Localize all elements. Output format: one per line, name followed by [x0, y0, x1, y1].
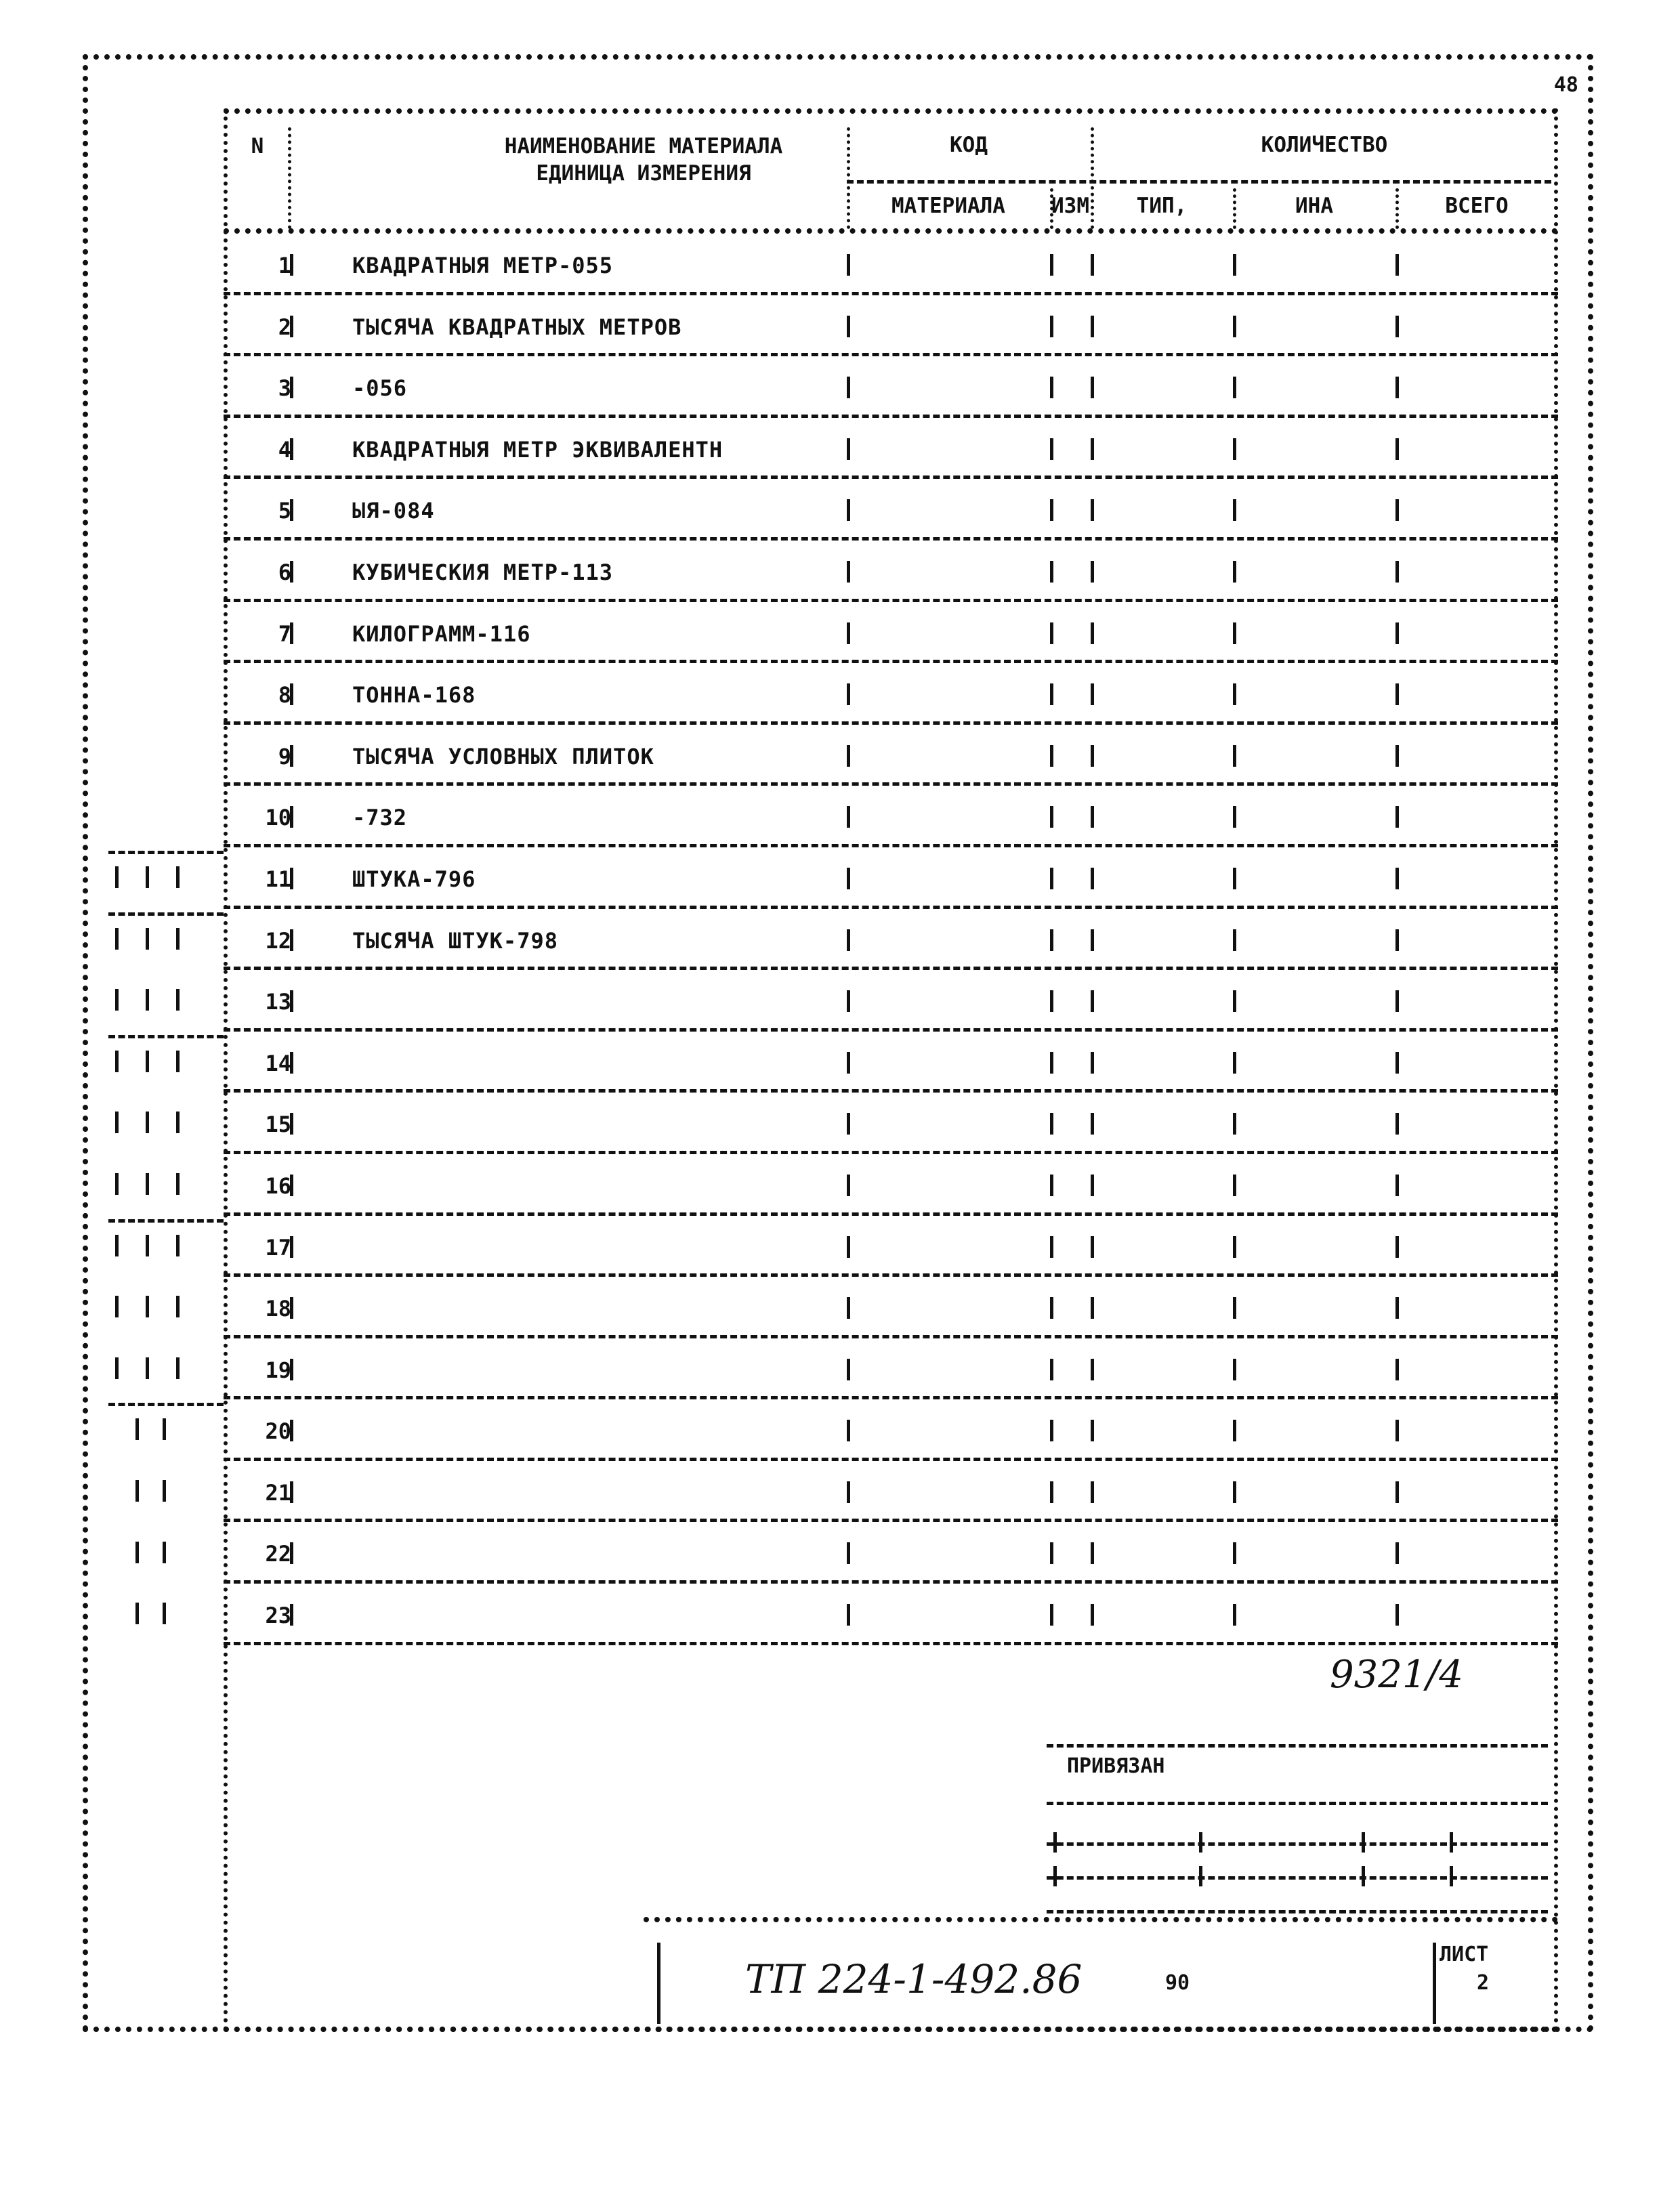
column-separator — [1091, 1481, 1094, 1503]
document-code: ТП 224-1-492.86 — [745, 1956, 1083, 2002]
left-mark-group — [108, 1338, 224, 1399]
column-separator — [290, 1542, 293, 1564]
column-separator — [1050, 1297, 1053, 1319]
column-separator — [1395, 1542, 1399, 1564]
column-separator — [1233, 1297, 1236, 1319]
table-row — [224, 909, 1558, 971]
column-separator — [1233, 683, 1236, 705]
column-separator — [290, 990, 293, 1012]
column-separator — [1395, 1297, 1399, 1319]
column-separator — [1091, 1052, 1094, 1074]
left-mark-group — [108, 1277, 224, 1338]
row-number: 19 — [265, 1357, 291, 1383]
row-name: КИЛОГРАММ-116 — [352, 620, 531, 647]
column-separator — [847, 1052, 850, 1074]
column-separator — [1395, 929, 1399, 951]
column-separator — [1091, 990, 1094, 1012]
column-separator — [290, 254, 293, 276]
left-mark-group — [108, 1216, 224, 1277]
header-name-line2: ЕДИНИЦА ИЗМЕРЕНИЯ — [536, 161, 751, 186]
column-separator — [1395, 806, 1399, 828]
column-separator — [1395, 1113, 1399, 1135]
privyazan-tick — [1362, 1866, 1365, 1886]
column-separator — [1395, 1052, 1399, 1074]
left-mark-dash — [108, 851, 224, 854]
left-mark-dash — [108, 1219, 224, 1223]
left-mark — [135, 1542, 139, 1563]
left-mark — [163, 1480, 166, 1502]
left-mark — [146, 1112, 149, 1133]
column-separator — [1091, 377, 1094, 398]
left-mark-group — [108, 909, 224, 970]
left-mark-group — [108, 970, 224, 1031]
row-name: -732 — [352, 805, 408, 831]
left-mark — [115, 1296, 119, 1317]
privyazan-line — [1047, 1876, 1548, 1880]
left-mark — [146, 1173, 149, 1195]
left-mark-group — [108, 847, 224, 908]
column-separator — [1091, 868, 1094, 889]
column-separator — [1050, 806, 1053, 828]
column-separator — [847, 438, 850, 460]
column-separator — [1395, 438, 1399, 460]
column-separator — [1091, 1359, 1094, 1380]
column-separator — [847, 929, 850, 951]
header-material: МАТЕРИАЛА — [891, 194, 1005, 218]
column-separator — [1233, 990, 1236, 1012]
table-row — [224, 1216, 1558, 1277]
column-separator — [847, 1297, 850, 1319]
column-separator — [847, 1236, 850, 1258]
column-separator — [1233, 561, 1236, 583]
privyazan-tick — [1362, 1832, 1365, 1853]
left-mark — [115, 1173, 119, 1195]
column-separator — [1233, 254, 1236, 276]
column-separator — [290, 1052, 293, 1074]
column-separator — [1091, 1297, 1094, 1319]
page-number: 48 — [1553, 73, 1578, 97]
column-separator — [1091, 1236, 1094, 1258]
privyazan-line — [1047, 1842, 1548, 1846]
left-mark — [146, 1235, 149, 1256]
column-separator — [290, 1113, 293, 1135]
column-separator — [1050, 622, 1053, 644]
column-separator — [1050, 1175, 1053, 1196]
column-separator — [1050, 1420, 1053, 1441]
left-mark — [176, 928, 180, 950]
table-row — [224, 541, 1558, 602]
privyazan-line — [1047, 1744, 1548, 1748]
column-separator — [847, 990, 850, 1012]
row-number: 9 — [278, 743, 291, 769]
column-separator — [1395, 1604, 1399, 1626]
column-separator — [1050, 745, 1053, 767]
left-mark — [176, 866, 180, 888]
column-separator — [1395, 561, 1399, 583]
table-row — [224, 1338, 1558, 1400]
privyazan-label: ПРИВЯЗАН — [1067, 1754, 1165, 1778]
header-divider — [1395, 188, 1399, 229]
header-izm: ИЗМ — [1051, 194, 1089, 218]
column-separator — [847, 561, 850, 583]
table-body — [224, 234, 1558, 1645]
column-separator — [1233, 1236, 1236, 1258]
left-mark-dash — [108, 1403, 224, 1406]
table-row — [224, 1277, 1558, 1338]
row-number: 16 — [265, 1172, 291, 1199]
row-number: 21 — [265, 1479, 291, 1506]
column-separator — [1050, 990, 1053, 1012]
column-separator — [290, 1420, 293, 1441]
column-separator — [290, 806, 293, 828]
left-mark — [146, 989, 149, 1011]
row-number: 7 — [278, 620, 291, 647]
row-number: 10 — [265, 805, 291, 831]
table-row — [224, 1399, 1558, 1461]
table-header — [224, 108, 1558, 234]
table-row — [224, 1032, 1558, 1093]
column-separator — [1395, 316, 1399, 337]
left-mark — [176, 1357, 180, 1379]
column-separator — [290, 1297, 293, 1319]
row-number: 6 — [278, 559, 291, 585]
column-separator — [1395, 1175, 1399, 1196]
column-separator — [847, 806, 850, 828]
column-separator — [290, 1481, 293, 1503]
left-mark-group — [108, 1032, 224, 1093]
column-separator — [1050, 438, 1053, 460]
row-name: КВАДРАТНЫЯ МЕТР ЭКВИВАЛЕНТН — [352, 436, 723, 463]
row-number: 14 — [265, 1050, 291, 1076]
left-mark — [115, 1235, 119, 1256]
column-separator — [1091, 1542, 1094, 1564]
table-row — [224, 479, 1558, 541]
header-divider — [847, 127, 850, 229]
left-mark — [176, 1173, 180, 1195]
privyazan-block — [1047, 1734, 1558, 1917]
table-row — [224, 786, 1558, 847]
sheet-label: ЛИСТ — [1440, 1943, 1489, 1966]
column-separator — [847, 1113, 850, 1135]
column-separator — [290, 745, 293, 767]
column-separator — [1395, 499, 1399, 521]
header-no: N — [251, 134, 264, 158]
bottom-border — [224, 2027, 1558, 2032]
table-row — [224, 602, 1558, 664]
left-mark-group — [108, 1154, 224, 1215]
left-mark — [176, 1235, 180, 1256]
column-separator — [1091, 1420, 1094, 1441]
column-separator — [1091, 438, 1094, 460]
title-divider — [657, 1943, 660, 2024]
left-mark — [115, 1112, 119, 1133]
row-name: -056 — [352, 375, 408, 402]
column-separator — [1233, 316, 1236, 337]
column-separator — [847, 1175, 850, 1196]
column-separator — [1233, 1481, 1236, 1503]
column-separator — [1395, 377, 1399, 398]
table-row — [224, 234, 1558, 295]
left-mark — [176, 1112, 180, 1133]
left-mark — [163, 1418, 166, 1440]
column-separator — [1233, 929, 1236, 951]
left-mark — [135, 1603, 139, 1624]
column-separator — [290, 438, 293, 460]
header-kod: КОД — [950, 133, 988, 157]
column-separator — [290, 1604, 293, 1626]
column-separator — [1050, 1542, 1053, 1564]
left-mark — [115, 928, 119, 950]
table-row — [224, 1154, 1558, 1216]
row-number: 20 — [265, 1418, 291, 1445]
header-tip: ТИП, — [1136, 194, 1188, 218]
left-mark-group — [108, 1523, 224, 1584]
column-separator — [847, 1542, 850, 1564]
column-separator — [847, 868, 850, 889]
left-mark — [146, 1357, 149, 1379]
row-name: ТЫСЯЧА УСЛОВНЫХ ПЛИТОК — [352, 743, 654, 769]
header-ina: ИНА — [1295, 194, 1333, 218]
column-separator — [290, 683, 293, 705]
column-separator — [1050, 868, 1053, 889]
left-mark-dash — [108, 1035, 224, 1038]
table-row — [224, 970, 1558, 1032]
column-separator — [1050, 377, 1053, 398]
column-separator — [1091, 929, 1094, 951]
left-mark — [146, 1296, 149, 1317]
privyazan-tick — [1450, 1832, 1453, 1853]
row-number: 8 — [278, 682, 291, 708]
column-separator — [1091, 254, 1094, 276]
header-quantity: КОЛИЧЕСТВО — [1261, 133, 1388, 157]
column-separator — [1395, 1420, 1399, 1441]
header-divider — [288, 127, 291, 229]
column-separator — [1091, 561, 1094, 583]
left-mark — [115, 989, 119, 1011]
left-mark — [163, 1542, 166, 1563]
column-separator — [290, 1236, 293, 1258]
row-name: КУБИЧЕСКИЯ МЕТР-113 — [352, 559, 614, 585]
privyazan-line — [1047, 1910, 1548, 1913]
column-separator — [1050, 929, 1053, 951]
privyazan-tick — [1450, 1866, 1453, 1886]
left-mark — [163, 1603, 166, 1624]
left-mark — [146, 1051, 149, 1072]
table-row — [224, 1584, 1558, 1645]
column-separator — [1233, 868, 1236, 889]
table-row — [224, 356, 1558, 418]
left-mark — [135, 1480, 139, 1502]
column-separator — [1233, 806, 1236, 828]
left-mark — [146, 928, 149, 950]
table-row — [224, 725, 1558, 786]
column-separator — [847, 316, 850, 337]
column-separator — [290, 499, 293, 521]
sheet-value: 2 — [1477, 1971, 1490, 1995]
column-separator — [1395, 1481, 1399, 1503]
left-mark-group — [108, 1461, 224, 1522]
column-separator — [1091, 1604, 1094, 1626]
table-row — [224, 1522, 1558, 1584]
header-divider — [1050, 188, 1053, 229]
title-block — [644, 1917, 1558, 2037]
document-number: 90 — [1165, 1971, 1190, 1995]
left-mark-group — [108, 1399, 224, 1460]
column-separator — [1050, 254, 1053, 276]
column-separator — [847, 683, 850, 705]
column-separator — [1395, 1236, 1399, 1258]
column-separator — [1395, 868, 1399, 889]
column-separator — [1395, 254, 1399, 276]
header-vsego: ВСЕГО — [1445, 194, 1509, 218]
stamp-area — [224, 1646, 1558, 2032]
table-row — [224, 847, 1558, 909]
column-separator — [1233, 1604, 1236, 1626]
row-name: КВАДРАТНЫЯ МЕТР-055 — [352, 253, 614, 278]
row-name: ТОННА-168 — [352, 682, 476, 708]
header-divider — [847, 180, 1551, 184]
row-number: 4 — [278, 436, 291, 463]
column-separator — [290, 868, 293, 889]
row-number: 11 — [265, 866, 291, 892]
column-separator — [1091, 806, 1094, 828]
left-mark-group — [108, 1093, 224, 1154]
table-row — [224, 663, 1558, 725]
left-mark — [135, 1418, 139, 1440]
row-number: 2 — [278, 314, 291, 340]
column-separator — [290, 377, 293, 398]
column-separator — [290, 1175, 293, 1196]
privyazan-tick — [1199, 1832, 1202, 1853]
row-number: 13 — [265, 989, 291, 1015]
row-number: 12 — [265, 927, 291, 954]
column-separator — [1091, 1113, 1094, 1135]
column-separator — [1233, 1542, 1236, 1564]
column-separator — [1233, 622, 1236, 644]
column-separator — [1091, 316, 1094, 337]
left-mark — [176, 1296, 180, 1317]
left-mark — [146, 866, 149, 888]
header-divider — [1233, 188, 1236, 229]
header-divider — [1091, 127, 1094, 229]
column-separator — [1050, 499, 1053, 521]
row-number: 3 — [278, 375, 291, 402]
column-separator — [1050, 316, 1053, 337]
table-row — [224, 1461, 1558, 1523]
table-row — [224, 418, 1558, 480]
row-number: 1 — [278, 253, 291, 278]
left-mark-dash — [108, 912, 224, 916]
column-separator — [1233, 1359, 1236, 1380]
column-separator — [1091, 745, 1094, 767]
column-separator — [290, 561, 293, 583]
row-name: ТЫСЯЧА КВАДРАТНЫХ МЕТРОВ — [352, 314, 682, 340]
column-separator — [847, 1604, 850, 1626]
column-separator — [847, 745, 850, 767]
column-separator — [1091, 622, 1094, 644]
left-mark — [115, 1357, 119, 1379]
row-number: 17 — [265, 1234, 291, 1261]
column-separator — [847, 254, 850, 276]
row-name: ТЫСЯЧА ШТУК-798 — [352, 927, 558, 954]
column-separator — [1050, 1481, 1053, 1503]
column-separator — [847, 1359, 850, 1380]
column-separator — [1050, 1236, 1053, 1258]
column-separator — [1233, 1175, 1236, 1196]
column-separator — [1233, 1113, 1236, 1135]
title-divider — [1433, 1943, 1436, 2024]
column-separator — [1091, 499, 1094, 521]
row-name: ШТУКА-796 — [352, 866, 476, 892]
column-separator — [1091, 1175, 1094, 1196]
row-number: 18 — [265, 1296, 291, 1322]
row-number: 22 — [265, 1541, 291, 1567]
column-separator — [1233, 1052, 1236, 1074]
row-number: 23 — [265, 1603, 291, 1629]
row-name: ЫЯ-084 — [352, 498, 435, 524]
column-separator — [1050, 1113, 1053, 1135]
column-separator — [847, 622, 850, 644]
privyazan-line — [1047, 1802, 1548, 1805]
column-separator — [847, 377, 850, 398]
column-separator — [847, 1420, 850, 1441]
column-separator — [1233, 377, 1236, 398]
header-name-line1: НАИМЕНОВАНИЕ МАТЕРИАЛА — [504, 134, 783, 158]
privyazan-tick — [1053, 1832, 1057, 1853]
column-separator — [290, 622, 293, 644]
privyazan-tick — [1053, 1866, 1057, 1886]
column-separator — [290, 1359, 293, 1380]
table-row — [224, 295, 1558, 357]
column-separator — [1233, 1420, 1236, 1441]
column-separator — [1395, 745, 1399, 767]
column-separator — [290, 929, 293, 951]
handwritten-code: 9321/4 — [1329, 1653, 1463, 1697]
privyazan-tick — [1199, 1866, 1202, 1886]
column-separator — [847, 499, 850, 521]
left-mark — [115, 866, 119, 888]
table-row — [224, 1093, 1558, 1154]
column-separator — [1050, 683, 1053, 705]
column-separator — [1050, 1359, 1053, 1380]
left-mark — [176, 1051, 180, 1072]
column-separator — [1395, 990, 1399, 1012]
column-separator — [1395, 683, 1399, 705]
column-separator — [1091, 683, 1094, 705]
left-mark — [115, 1051, 119, 1072]
column-separator — [1050, 1052, 1053, 1074]
column-separator — [1233, 745, 1236, 767]
column-separator — [1233, 499, 1236, 521]
left-mark — [176, 989, 180, 1011]
column-separator — [847, 1481, 850, 1503]
column-separator — [1395, 622, 1399, 644]
row-number: 5 — [278, 498, 291, 524]
column-separator — [290, 316, 293, 337]
left-mark-group — [108, 1584, 224, 1645]
row-number: 15 — [265, 1112, 291, 1138]
column-separator — [1395, 1359, 1399, 1380]
column-separator — [1233, 438, 1236, 460]
column-separator — [1050, 1604, 1053, 1626]
column-separator — [1050, 561, 1053, 583]
